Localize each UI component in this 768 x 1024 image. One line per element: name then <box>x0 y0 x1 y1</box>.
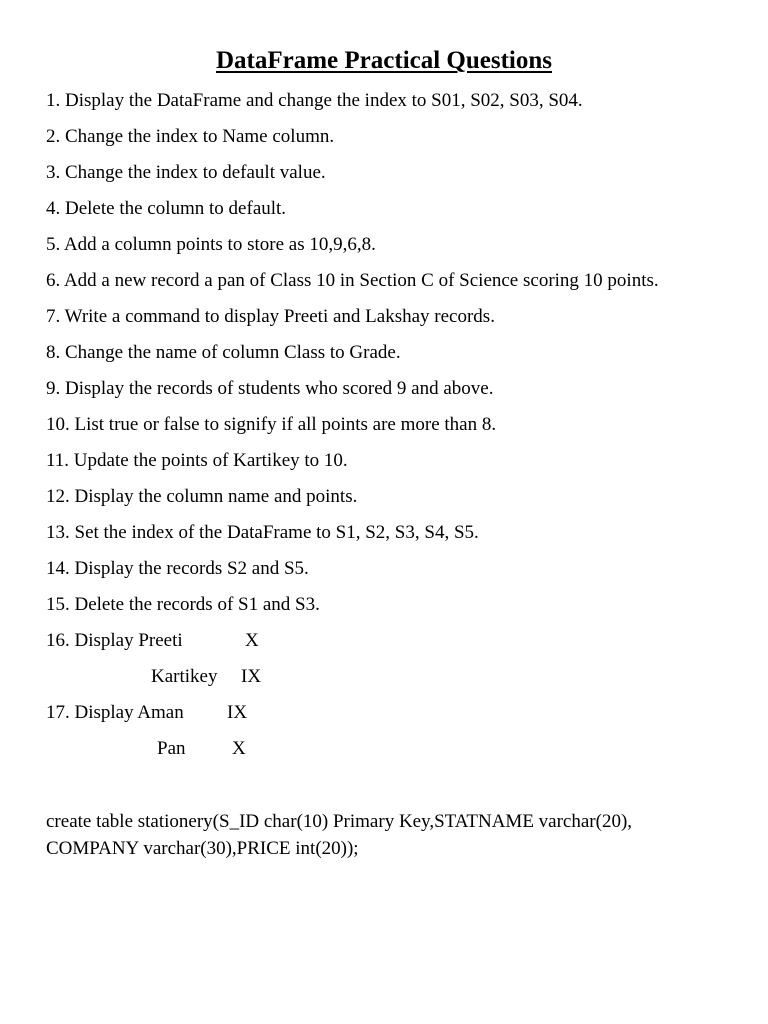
question-10: 10. List true or false to signify if all points are more than 8. <box>46 414 497 435</box>
sql-statement: create table stationery(S_ID char(10) Primary Key,STATNAME varchar(20), COMPANY varchar(30),PRICE int(20)); <box>46 811 633 859</box>
question-6: 6. Add a new record a pan of Class 10 in Section C of Science scoring 10 points. <box>46 270 659 291</box>
question-17-value-1: IX <box>227 702 248 723</box>
document-title: DataFrame Practical Questions <box>215 47 553 74</box>
question-7: 7. Write a command to display Preeti and Lakshay records. <box>46 306 495 327</box>
question-17-name-2: Pan <box>157 738 186 759</box>
question-5: 5. Add a column points to store as 10,9,6,8. <box>46 234 376 255</box>
question-8: 8. Change the name of column Class to Grade. <box>46 342 401 363</box>
question-13: 13. Set the index of the DataFrame to S1, S2, S3, S4, S5. <box>46 522 479 543</box>
question-9: 9. Display the records of students who scored 9 and above. <box>46 378 494 399</box>
question-2: 2. Change the index to Name column. <box>46 126 335 147</box>
question-12: 12. Display the column name and points. <box>46 486 358 507</box>
question-11: 11. Update the points of Kartikey to 10. <box>46 450 348 471</box>
question-4: 4. Delete the column to default. <box>46 198 287 219</box>
question-17-value-2: X <box>232 738 246 759</box>
question-16-value-2: IX <box>241 666 262 687</box>
question-14: 14. Display the records S2 and S5. <box>46 558 309 579</box>
question-16-name-2: Kartikey <box>151 666 218 687</box>
question-16-value-1: X <box>245 630 259 651</box>
question-1: 1. Display the DataFrame and change the index to S01, S02, S03, S04. <box>46 90 583 111</box>
question-3: 3. Change the index to default value. <box>46 162 326 183</box>
question-16-label: 16. Display Preeti <box>46 630 183 651</box>
question-17-label: 17. Display Aman <box>46 702 184 723</box>
question-15: 15. Delete the records of S1 and S3. <box>46 594 320 615</box>
